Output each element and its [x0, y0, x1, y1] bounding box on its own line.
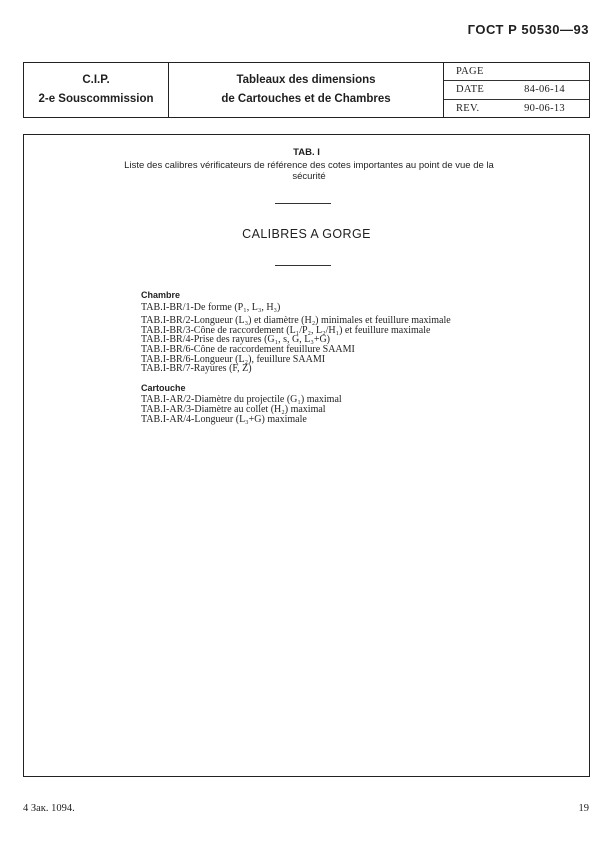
- list-item: TAB.I-BR/2-Longueur (L₃) et diamètre (H₂) minimales et feuillure maximale: [141, 315, 451, 327]
- list-item: TAB.I-BR/6-Longueur (L₂), feuillure SAAMI: [141, 353, 326, 365]
- standard-code: ГОСТ Р 50530—93: [467, 22, 589, 37]
- page-row: [444, 63, 589, 80]
- page-number: 19: [578, 803, 589, 814]
- document-title-cell: [169, 63, 444, 117]
- divider-rule-bottom: [275, 265, 331, 266]
- list-item: TAB.I-BR/4-Prise des rayures (G₁, s, G, L₃+G): [141, 334, 331, 346]
- org-line-1: C.I.P.: [82, 74, 110, 86]
- rev-row: [444, 99, 589, 117]
- title-block: [23, 62, 590, 118]
- date-label: DATE: [456, 84, 485, 96]
- chambre-heading: Chambre: [141, 290, 181, 300]
- cartouche-heading: Cartouche: [141, 382, 186, 393]
- list-item: TAB.I-BR/1-De forme (P₁, L₃, H₃): [141, 301, 281, 313]
- divider-rule-top: [275, 203, 331, 204]
- list-item: TAB.I-BR/3-Cône de raccordement (L₁/P₂, L₂/H₁) et feuillure maximale: [141, 324, 431, 336]
- title-line-2: de Cartouches et de Chambres: [221, 93, 391, 105]
- gauge-list: [141, 291, 451, 424]
- table-subtitle: Liste des calibres vérificateurs de référence des cotes importantes au point de vue de la sécurité: [124, 160, 494, 182]
- content-frame: [23, 134, 590, 777]
- date-value: 84-06-14: [524, 84, 565, 96]
- title-line-1: Tableaux des dimensions: [236, 74, 376, 86]
- organization-cell: [24, 63, 169, 117]
- section-title: CALIBRES A GORGE: [242, 227, 371, 241]
- list-item: TAB.I-BR/6-Cône de raccordement feuillure SAAMI: [141, 343, 355, 355]
- date-row: [444, 80, 589, 98]
- print-order-note: 4 Зак. 1094.: [23, 803, 75, 814]
- list-item: TAB.I-AR/2-Diamètre du projectile (G₁) maximal: [141, 394, 342, 406]
- table-title: TAB. I: [293, 147, 320, 158]
- page-label: PAGE: [456, 66, 484, 78]
- rev-value: 90-06-13: [524, 102, 565, 114]
- list-item: TAB.I-AR/4-Longueur (L₃+G) maximale: [141, 413, 307, 425]
- meta-cell: [444, 63, 589, 117]
- org-line-2: 2-e Souscommission: [38, 93, 154, 105]
- rev-label: REV.: [456, 102, 480, 114]
- list-item: TAB.I-AR/3-Diamètre au collet (H₂) maximal: [141, 403, 326, 415]
- list-item: TAB.I-BR/7-Rayures (F, Z): [141, 363, 252, 375]
